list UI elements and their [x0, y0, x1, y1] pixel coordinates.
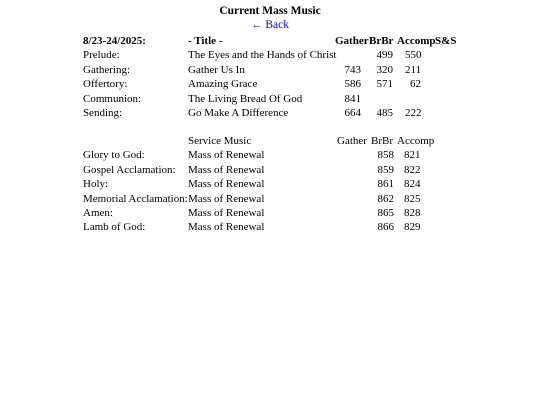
ss-heading: S&S — [435, 35, 457, 47]
accomp-number: 222 — [405, 106, 422, 119]
song-title: Mass of Renewal — [188, 221, 265, 234]
brbr-number: 865 — [377, 206, 394, 219]
song-title: Mass of Renewal — [188, 178, 265, 191]
song-title: Mass of Renewal — [188, 163, 265, 176]
accomp-number: 550 — [405, 49, 422, 62]
gather-heading: Gather — [337, 135, 367, 147]
part-label: Sending: — [83, 106, 123, 119]
song-title: The Eyes and the Hands of Christ — [188, 49, 337, 62]
brbr-number: 861 — [377, 178, 394, 191]
gather-number: 743 — [344, 63, 361, 76]
accomp-number: 824 — [404, 178, 421, 191]
accomp-number: 825 — [404, 192, 421, 205]
song-title: Mass of Renewal — [188, 206, 265, 219]
brbr-number: 499 — [376, 49, 393, 62]
accomp-heading: Accomp — [397, 135, 435, 147]
gather-number: 841 — [344, 92, 361, 105]
accomp-number: 828 — [404, 206, 421, 219]
part-label: Gathering: — [83, 63, 131, 76]
accomp-heading: Accomp — [397, 35, 436, 47]
brbr-heading: BrBr — [371, 135, 393, 147]
brbr-number: 866 — [377, 221, 394, 234]
brbr-number: 320 — [376, 63, 393, 76]
song-title: The Living Bread Of God — [188, 92, 303, 105]
title-heading: - Title - — [188, 35, 223, 47]
part-label: Memorial Acclamation: — [83, 192, 188, 205]
song-title: Go Make A Difference — [188, 106, 289, 119]
date-heading: 8/23-24/2025: — [83, 35, 146, 47]
part-label: Gospel Acclamation: — [83, 163, 176, 176]
page-title: Current Mass Music — [219, 5, 321, 17]
service-music-heading: Service Music — [188, 135, 252, 147]
part-label: Holy: — [83, 178, 109, 191]
back-link-container — [0, 19, 540, 31]
brbr-number: 859 — [377, 163, 394, 176]
accomp-number: 211 — [405, 63, 422, 76]
brbr-number: 571 — [376, 78, 393, 91]
part-label: Glory to God: — [83, 149, 145, 162]
back-link[interactable]: ← Back — [250, 19, 289, 31]
part-label: Lamb of God: — [83, 221, 146, 234]
brbr-number: 485 — [376, 106, 393, 119]
accomp-number: 821 — [404, 149, 421, 162]
accomp-number: 62 — [410, 78, 421, 91]
gather-heading: Gather — [335, 35, 369, 47]
song-title: Amazing Grace — [188, 78, 258, 91]
song-title: Gather Us In — [188, 63, 245, 76]
song-title: Mass of Renewal — [188, 192, 265, 205]
part-label: Amen: — [83, 206, 113, 219]
part-label: Communion: — [83, 92, 142, 105]
part-label: Offertory: — [83, 78, 128, 91]
song-title: Mass of Renewal — [188, 149, 265, 162]
gather-number: 664 — [344, 106, 361, 119]
brbr-number: 862 — [377, 192, 394, 205]
brbr-number: 858 — [377, 149, 394, 162]
accomp-number: 822 — [404, 163, 421, 176]
accomp-number: 829 — [404, 221, 421, 234]
part-label: Prelude: — [83, 49, 120, 62]
brbr-heading: BrBr — [369, 35, 394, 47]
gather-number: 586 — [344, 78, 361, 91]
